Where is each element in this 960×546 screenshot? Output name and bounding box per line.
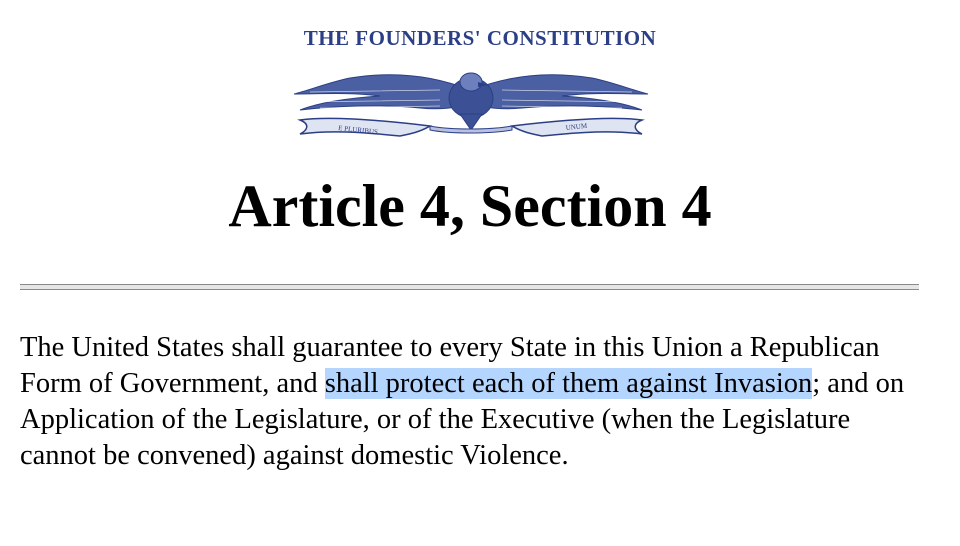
page-title: Article 4, Section 4	[228, 173, 712, 239]
site-title[interactable]: THE FOUNDERS' CONSTITUTION	[303, 26, 657, 50]
article-text-part1: The United States shall guarantee to every State in this Union a Republican Form of Government, and	[20, 332, 880, 399]
banner-text-right: UNUM	[565, 121, 588, 132]
article-text-part2: ; and on Application of the Legislature, or of the Executive (when the Legislature cannot be convened) against domestic Violence.	[20, 368, 905, 471]
eagle-banner-icon	[290, 60, 652, 140]
article-text	[20, 330, 930, 474]
selected-text[interactable]: shall protect each of them against Invasion	[324, 368, 813, 399]
banner-text-left: E PLURIBUS	[337, 124, 379, 137]
masthead	[0, 26, 960, 51]
horizontal-divider	[20, 284, 919, 290]
